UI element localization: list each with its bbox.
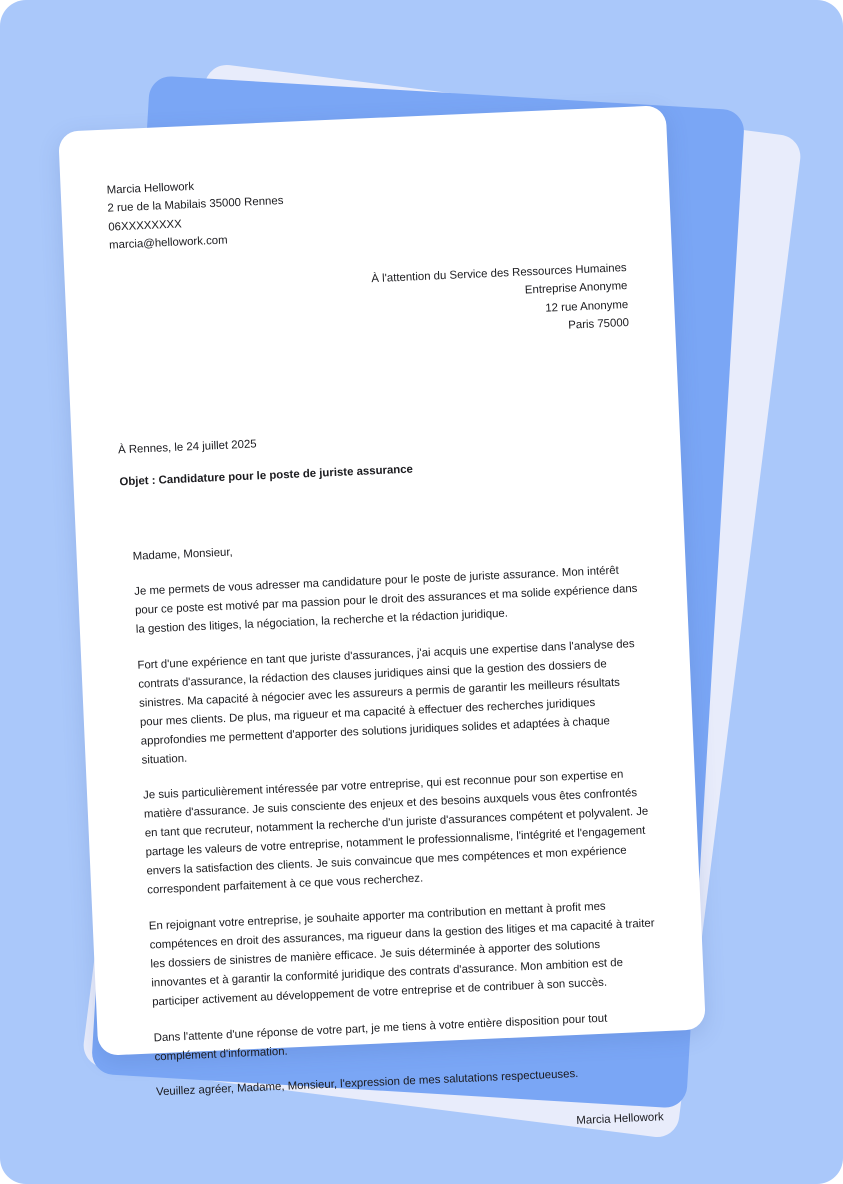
- letter-paragraph: Dans l'attente d'une réponse de votre part, je me tiens à votre entière disposition pour tout complément d'information.: [153, 1012, 608, 1063]
- letter-paragraph: Fort d'une expérience en tant que juriste d'assurances, j'ai acquis une expertise dans l'analyse des contrats d'assurance, la rédaction des clauses juridiques ainsi que la gestion des dossiers de sinistres. Ma capacité à négocier avec les assureurs a permis de garantir les meilleurs résultats pour mes clients. De plus, ma rigueur et ma capacité à effectuer des recherches juridiques approfondies me permettent d'apporter des solutions juridiques solides et adaptées à chaque situation.: [137, 637, 635, 767]
- sender-address-block: Marcia Hellowork 2 rue de la Mabilais 35000 Rennes 06XXXXXXXX marcia@hellowork.com: [106, 180, 284, 252]
- letter-subject: Objet : Candidature pour le poste de juriste assurance: [119, 463, 414, 489]
- letter-closing: Veuillez agréer, Madame, Monsieur, l'expression de mes salutations respectueuses.: [155, 1068, 579, 1099]
- letter-salutation: Madame, Monsieur,: [132, 546, 233, 563]
- letter-paragraph: Je me permets de vous adresser ma candidature pour le poste de juriste assurance. Mon intérêt pour ce poste est motivé par ma passion pour le droit des assurances et ma solide expérience dans la gestion des litiges, la négociation, la recherche et la rédaction juridique.: [134, 564, 638, 636]
- letter-paragraph: En rejoignant votre entreprise, je souhaite apporter ma contribution en mettant à profit mes compétences en droit des assurances, ma rigueur dans la gestion des litiges et ma capacité à traiter les dossiers de sinistres de manière efficace. Je suis déterminée à apporter des solutions innovantes et à garantir la conformité juridique des contrats d'assurance. Mon ambition est de participer activement au développement de votre entreprise et de contribuer à son succès.: [148, 900, 655, 1009]
- cover-letter-document: [58, 105, 706, 1128]
- letter-date: À Rennes, le 24 juillet 2025: [117, 438, 257, 457]
- letter-signature: Marcia Hellowork: [576, 1111, 664, 1128]
- recipient-address-block: À l'attention du Service des Ressources Humaines Entreprise Anonyme 12 rue Anonyme Paris 75000: [371, 261, 630, 332]
- letter-paragraph: Je suis particulièrement intéressée par votre entreprise, qui est reconnue pour son expertise en matière d'assurance. Je suis consciente des enjeux et des besoins auxquels vous êtes confrontés en tant que recruteur, notamment la recherche d'un juriste d'assurances compétent et polyvalent. Je partage les valeurs de votre entreprise, notamment le professionnalisme, l'intégrité et l'engagement envers la satisfaction des clients. Je suis convaincue que mes compétences et mon expérience correspondent parfaitement à ce que vous recherchez.: [142, 769, 649, 897]
